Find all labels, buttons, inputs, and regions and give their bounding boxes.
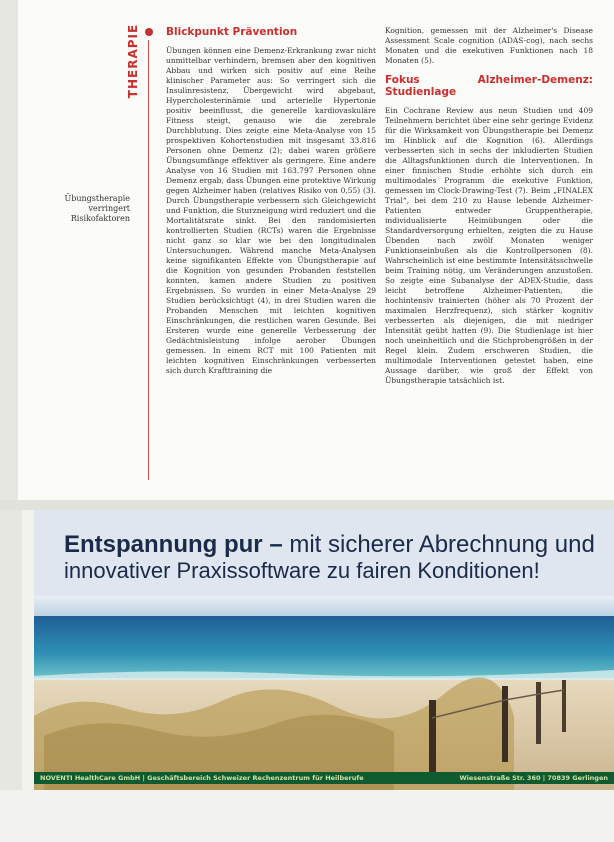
column-divider	[148, 40, 149, 480]
fence-post	[536, 682, 541, 744]
paragraph: Ein Cochrane Review aus neun Studien und 409 Teilnehmern berichtet über eine sehr geringe Evidenz für die Wirksamkeit von Übungstherapie bei Demenz im Hinblick auf die Kognition (6). Allerdings verbesserten sich in sechs der inkludierten Studien die Alltagsfunktionen durch die Interventionen. In einer finnischen Studie erhöhte sich durch ein multimodales Programm die exekutive Funktion, gemessen im Clock-Drawing-Test (7). Beim „FINALEX Trial“, bei dem 210 zu Hause lebende Alzheimer-Patienten entweder Gruppentherapie, individualisierte Heimübungen oder die Standardversorgung erhielten, zeigten die zu Hause Übenden nach zwölf Monaten weniger Funktionseinbußen als die Kontrollpersonen (8). Wahrscheinlich ist eine bestimmte Intensitätsschwelle beim Training nötig, um Veränderungen anzustoßen. So zeigte eine Subanalyse der ADEX-Studie, dass leicht betroffene Alzheimer-Patienten, die hochintensiv trainierten (höher als 70 Prozent der maximalen Herzfrequenz), sich stärker kognitiv verbesserten als diejenigen, die mit niedriger Intensität geübt hatten (9). Die Studienlage ist hier noch uneinheitlich und die Stichprobengrößen in der Regel klein. Zudem erschweren Studien, die multimodale Interventionen getestet haben, eine Aussage darüber, wie groß der Effekt von Übungstherapie tatsächlich ist.	[385, 106, 593, 385]
section-marker-dot	[145, 28, 153, 36]
fence-post	[562, 680, 566, 732]
paragraph: Übungen können eine Demenz-Erkrankung zwar nicht unmittelbar verhindern, bremsen aber den kognitiven Abbau und wirken sich positiv auf eine Reihe klinischer Parameter aus: So verringert sich die Insulinresistenz, Übergewicht wird abgebaut, Hypercholesterinämie und arterielle Hypertonie positiv beeinflusst, die generelle kardiovaskuläre Fitness steigt, genauso wie die zerebrale Durchblutung. Dies zeigte eine Meta-Analyse von 15 prospektiven Kohortenstudien mit insgesamt 33.816 Personen ohne Demenz (2); dabei waren größere Übungsumfänge effektiver als geringere. Eine andere Analyse von 16 Studien mit 163.797 Personen ohne Demenz ergab, dass Übungen eine protektive Wirkung gegen Alzheimer haben (relatives Risiko von 0,55) (3). Durch Übungstherapie verbessern sich Gleichgewicht und Funktion, die Sturzneigung wird reduziert und die Mortalitätsrate sinkt. Bei den randomisierten kontrollierten Studien (RCTs) waren die Ergebnisse nicht ganz so klar wie bei den longitudinalen Untersuchungen. Während manche Meta-Analysen keine signifikanten Effekte von Übungstherapie auf die Kognition von gesunden Probanden feststellen konnten, kamen andere Studien zu positiven Ergebnissen. So wurden in einer Meta-Analyse 29 Studien berücksichtigt (4), in drei Studien waren die Probanden Menschen mit leichten kognitiven Einschränkungen, die restlichen waren Gesunde. Bei Ersteren wurde eine generelle Verbesserung der Gedächtnisleistung infolge aerober Übungen gemessen. In einem RCT mit 100 Patienten mit leichten kognitiven Einschränkungen verbesserten sich durch Krafttraining die	[166, 46, 376, 375]
heading-studienlage: Fokus Alzheimer-Demenz: Studienlage	[385, 74, 593, 98]
beach-photo	[34, 596, 614, 790]
heading-praevention: Blickpunkt Prävention	[166, 26, 298, 38]
paragraph-intro: Kognition, gemessen mit der Alzheimer's Disease Assessment Scale cognition (ADAS-cog), nach sechs Monaten und die exekutiven Funktionen nach 18 Monaten (5).	[385, 26, 593, 65]
sea	[34, 616, 614, 678]
ad-headline-bold: Entspannung pur –	[64, 531, 283, 558]
ad-headline	[64, 532, 614, 584]
fence-post	[502, 686, 508, 762]
article-column-1	[166, 26, 376, 496]
margin-note: Übungstherapie verringert Risikofaktoren	[64, 194, 130, 223]
page-bottom-margin	[0, 790, 614, 842]
ad-footer	[34, 772, 614, 784]
page-fold-shadow	[0, 500, 614, 510]
ad-headline-line2: innovativer Praxissoftware zu fairen Konditionen!	[64, 558, 540, 583]
ad-headline-rest: mit sicherer Abrechnung und	[282, 531, 595, 558]
section-label: THERAPIE	[126, 23, 141, 99]
article-column-2	[385, 26, 593, 496]
ad-footer-company: NOVENTI HealthCare GmbH | Geschäftsbereich Schweizer Rechenzentrum für Heilberufe	[40, 774, 364, 782]
sky	[34, 596, 614, 618]
advertisement	[34, 510, 614, 790]
fence-post	[429, 700, 436, 780]
ad-footer-address: Wiesenstraße Str. 360 | 70839 Gerlingen	[459, 774, 608, 782]
